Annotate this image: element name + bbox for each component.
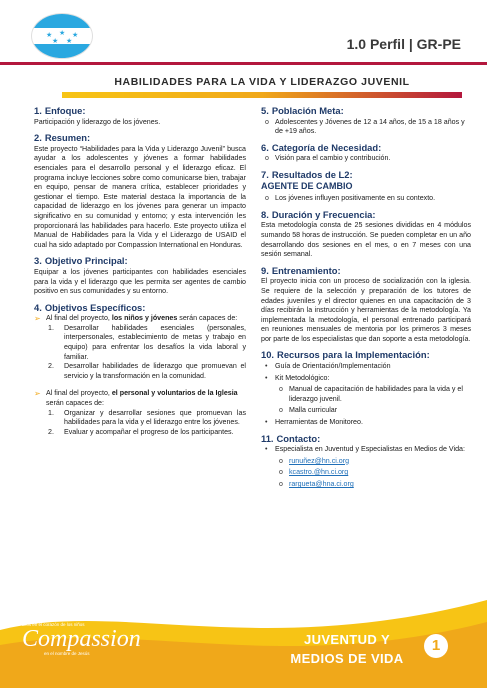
arrow-bullet-icon: ➢: [34, 389, 41, 399]
logo-tagline: Dios en el corazón de los niños: [22, 622, 85, 627]
section-resumen: [34, 133, 246, 250]
section-objetivo-principal: [34, 256, 246, 296]
section-recursos: [261, 350, 471, 427]
section-number: 2.: [34, 132, 42, 144]
item-number: 1.: [48, 323, 54, 332]
logo-wordmark: Compassion: [22, 626, 141, 652]
section-text: Este proyecto “Habilidades para la Vida y Liderazgo Juvenil” busca ayudar a los adolescentes y jóvenes a formar habilidades esenciales para el desarrollo personal y el liderazgo eficaz. El programa incluye lecciones sobre como comunicarse bien, trabajar en equipo, pensar de manera crítica, establecer prioridades y gestionar el tiempo. Este material destaca la importancia de la capacidad de liderazgo en los jóvenes para generar un impacto significativo en su comunidad y entorno; y esta intervención les proporcionará las habilidades para hacerlo. Este proyecto utiliza el Manual de Habilidades para la Vida y el Liderazgo de USAID el cual ha sido adaptado por Compassion International en Honduras.: [34, 144, 246, 249]
item-number: 2.: [48, 362, 54, 371]
list-item: • Especialista en Juventud y Especialistas en Medios de Vida:: [261, 445, 471, 455]
list-item: [46, 428, 246, 438]
objective-intro-end: serán capaces de:: [46, 399, 104, 408]
logo-subtagline: en el nombre de Jesús: [44, 651, 90, 656]
section-number: 1.: [34, 105, 42, 116]
compassion-logo: [22, 622, 141, 656]
email-item: [275, 457, 471, 467]
section-title: Contacto:: [276, 432, 321, 444]
email-link[interactable]: rargueta@hna.ci.org: [289, 480, 354, 488]
section-entrenamiento: [261, 266, 471, 345]
right-column: [261, 106, 471, 496]
page-number: 1: [424, 634, 448, 658]
objective-intro: Al final del proyecto,: [46, 314, 112, 323]
section-resultados: [261, 170, 471, 204]
section-categoria: [261, 143, 471, 164]
bullet-list: [261, 445, 471, 455]
bullet-list: [261, 418, 471, 428]
bullet-list: [261, 362, 471, 383]
section-title: Entrenamiento:: [271, 264, 341, 276]
section-number: 3.: [34, 255, 42, 267]
item-text: Desarrollar habilidades de liderazgo que promuevan el servicio y la transformación en la comunidad.: [64, 362, 246, 380]
footer-title-line: MEDIOS DE VIDA: [290, 651, 404, 666]
list-item: • Herramientas de Monitoreo.: [261, 418, 471, 428]
honduras-flag-icon: ★ ★ ★ ★ ★: [32, 14, 92, 58]
list-item: [46, 409, 246, 428]
objectives-youth: [34, 314, 246, 324]
section-objetivos-especificos: [34, 303, 246, 438]
page-title: HABILIDADES PARA LA VIDA Y LIDERAZGO JUVENIL: [114, 76, 410, 88]
bullet-list: [261, 194, 471, 204]
list-item: o Malla curricular: [275, 406, 471, 416]
list-item: [46, 362, 246, 381]
item-text: Evaluar y acompañar el progreso de los participantes.: [64, 427, 234, 436]
section-number: 5.: [261, 105, 269, 116]
list-item: o Adolescentes y Jóvenes de 12 a 14 años, de 15 a 18 años y de +19 años.: [261, 118, 471, 137]
section-title: Población Meta:: [271, 105, 344, 116]
section-title: Duración y Frecuencia:: [271, 208, 376, 220]
section-number: 8.: [261, 208, 269, 220]
list-item: • Kit Metodológico:: [261, 374, 471, 384]
nested-bullet-list: [261, 385, 471, 416]
section-number: 4.: [34, 301, 42, 313]
section-number: 10.: [261, 349, 275, 361]
section-number: 7.: [261, 168, 269, 180]
arrow-bullet-icon: ➢: [34, 314, 41, 324]
item-text: Organizar y desarrollar sesiones que promuevan las habilidades para la vida y el liderazgo entre los jóvenes.: [64, 408, 246, 427]
section-number: 6.: [261, 141, 269, 153]
list-item: o Visión para el cambio y contribución.: [261, 154, 471, 164]
section-number: 11.: [261, 432, 274, 444]
section-text: Participación y liderazgo de los jóvenes.: [34, 117, 161, 126]
email-link[interactable]: runuñez@hn.ci.org: [289, 456, 350, 465]
section-text: Esta metodología consta de 25 sesiones divididas en 4 módulos sumando 58 horas de instrucción. Se pueden completar en un año desarrollando dos sesiones en el mes, o en 7 meses con una sesión semanal.: [261, 221, 471, 259]
section-title: Objetivo Principal:: [44, 255, 128, 267]
list-item: • Guía de Orientación/Implementación: [261, 362, 471, 372]
objective-intro-bold: los niños y jóvenes: [111, 314, 178, 323]
email-list: [261, 457, 471, 490]
section-text: El proyecto inicia con un proceso de socialización con la iglesia. Se requiere de la selección y preparación de los tutores de edades juveniles y el director quienes en una capacitación de 3 días recibirán la instrucción y herramientas de la metodología. Ya implementada la metodología, el personal entrenado participará en reuniones mensuales de mentoria por los primeros 3 meses por parte de los especialistas que dan soporte a esta metodología.: [261, 277, 471, 343]
footer-title-line: JUVENTUD Y: [303, 632, 391, 647]
section-text: Equipar a los jóvenes participantes con habilidades esenciales para la vida y el liderazgo que les permita ser agentes de cambio positivo en sus comunidades y su entorno.: [34, 267, 246, 296]
list-item: o Los jóvenes influyen positivamente en su contexto.: [261, 194, 471, 204]
objectives-youth-list: [34, 324, 246, 382]
objectives-staff-list: [34, 409, 246, 438]
section-title: Enfoque:: [44, 105, 86, 116]
item-number: 1.: [48, 408, 54, 417]
footer-title: [282, 630, 412, 668]
email-link[interactable]: kcastro.@hn.ci.org: [289, 468, 349, 477]
objective-intro-bold: el personal y voluntarios de la Iglesia: [111, 389, 238, 398]
item-text: Desarrollar habilidades esenciales (personales, interpersonales, establecimiento de metas y trabajo en equipo) para enfrentar los desafíos la vida laboral y familiar.: [64, 323, 246, 361]
section-poblacion-meta: [261, 106, 471, 137]
section-duracion: [261, 210, 471, 260]
email-item: [275, 468, 471, 478]
list-item: o Manual de capacitación de habilidades para la vida y el liderazgo juvenil.: [275, 385, 471, 404]
objective-intro-end: serán capaces de:: [177, 314, 238, 323]
section-subtitle: AGENTE DE CAMBIO: [261, 180, 353, 191]
section-title: Recursos para la Implementación:: [277, 349, 430, 361]
section-number: 9.: [261, 264, 269, 276]
item-number: 2.: [48, 427, 54, 436]
section-title: Categoría de Necesidad:: [271, 141, 382, 153]
objectives-staff: [34, 389, 246, 408]
header-divider: [0, 62, 487, 65]
bullet-list: [261, 118, 471, 137]
profile-code: 1.0 Perfil | GR-PE: [346, 36, 461, 52]
objective-intro: Al final del proyecto,: [46, 389, 112, 398]
section-contacto: [261, 434, 471, 490]
email-item: [275, 480, 471, 490]
section-title: Resumen:: [44, 132, 91, 144]
section-title: Objetivos Específicos:: [44, 301, 146, 313]
list-item: [46, 324, 246, 362]
section-title: Resultados de L2:: [271, 168, 353, 180]
section-enfoque: [34, 106, 246, 127]
bullet-list: [261, 154, 471, 164]
left-column: [34, 106, 246, 443]
